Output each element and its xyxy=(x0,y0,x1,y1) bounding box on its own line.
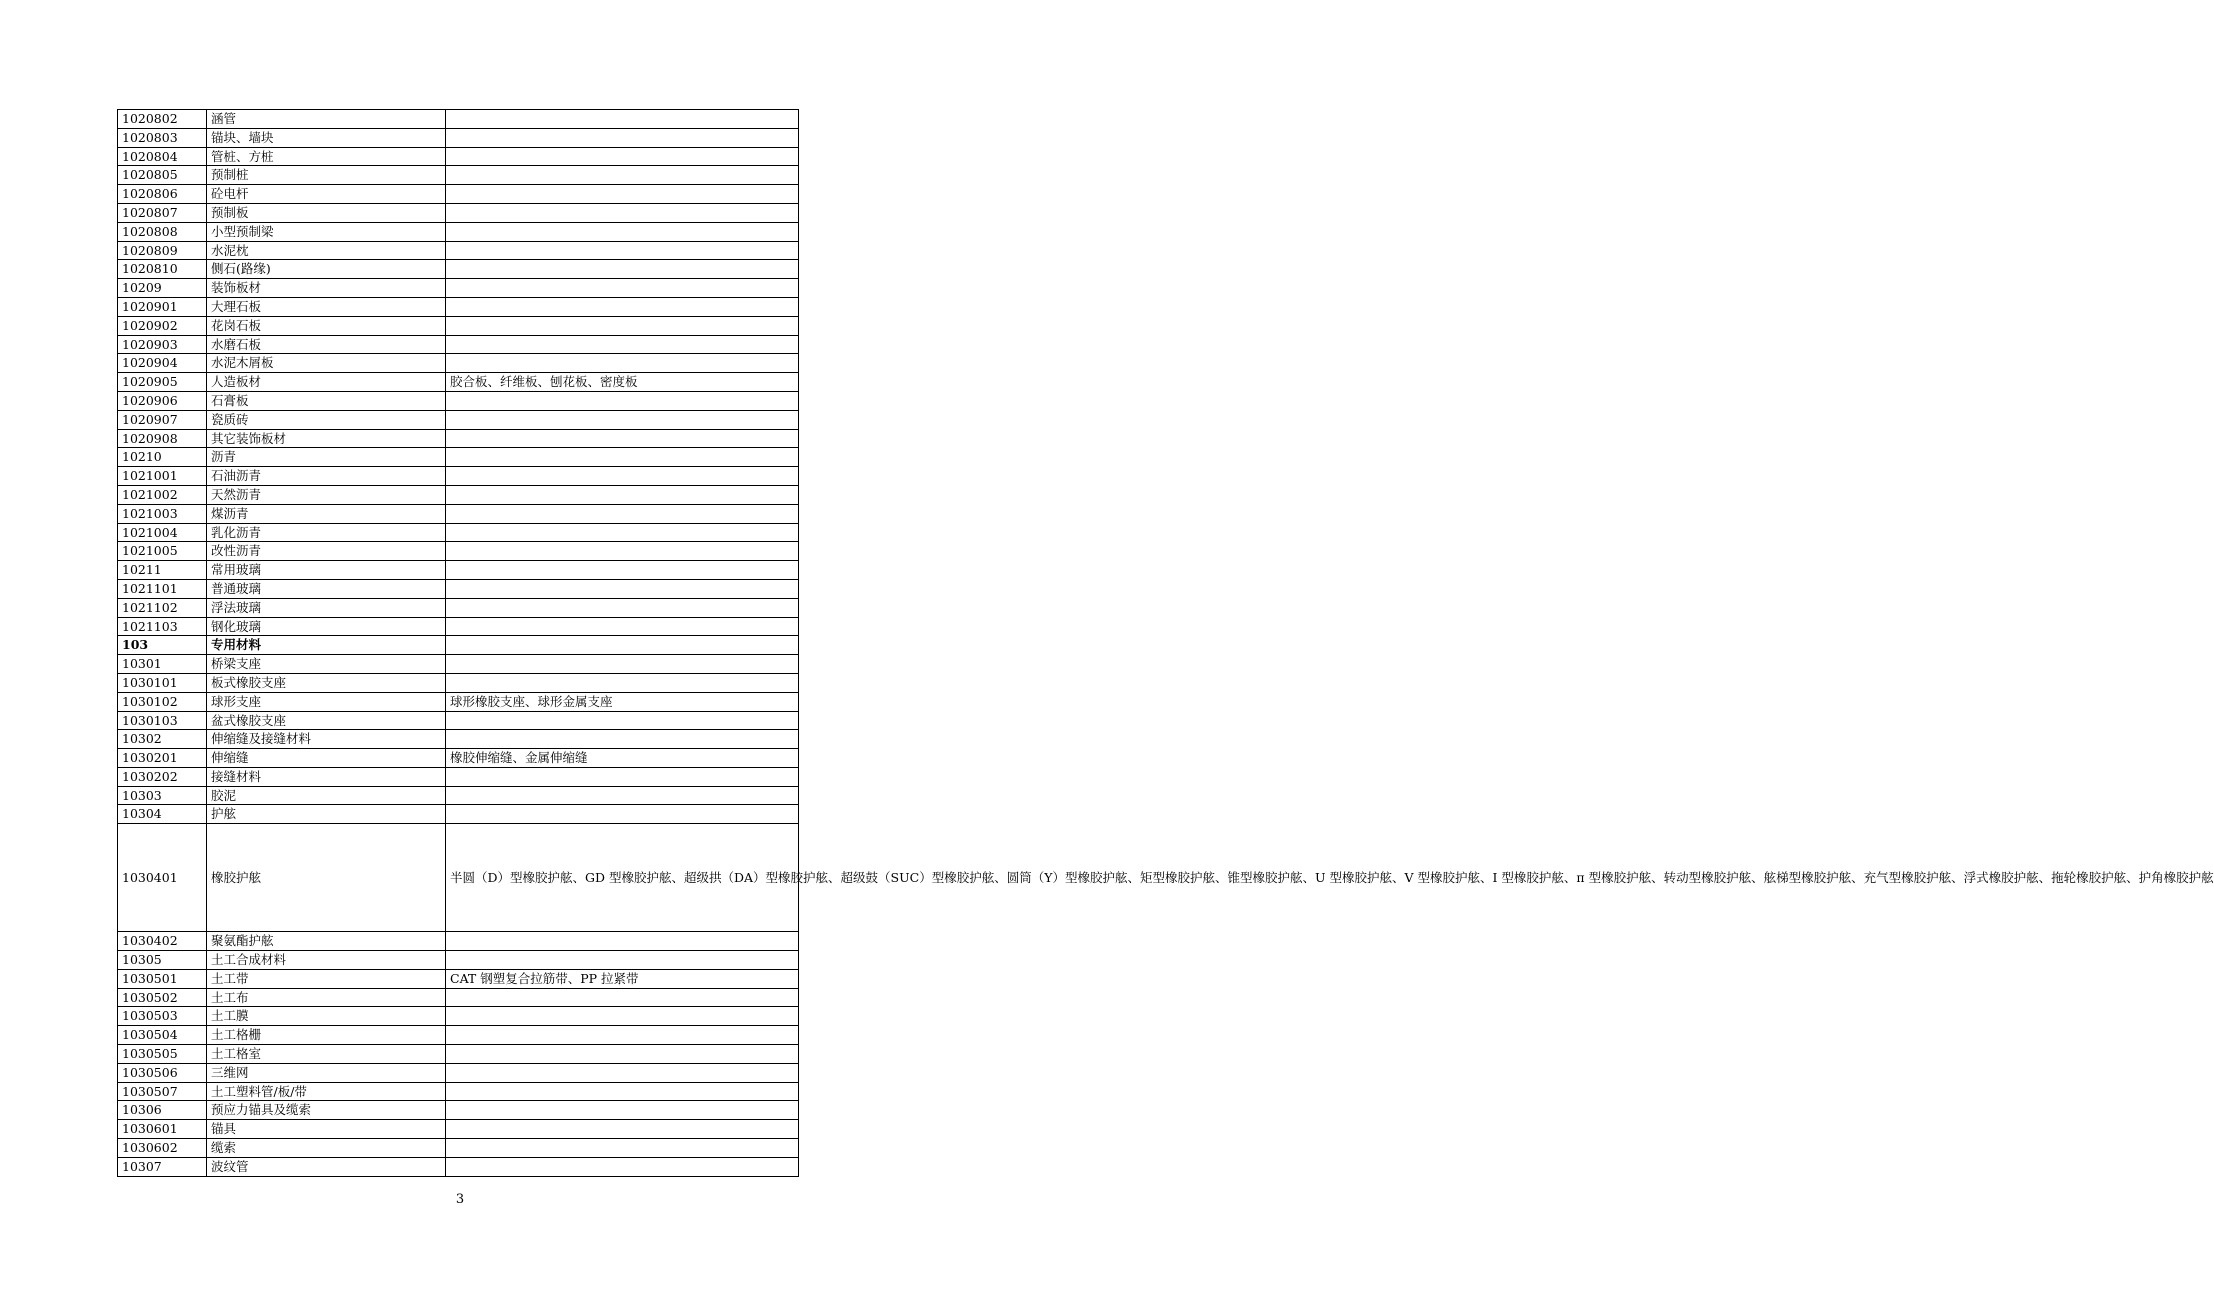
code-cell: 1020810 xyxy=(118,260,207,279)
code-cell: 10307 xyxy=(118,1157,207,1176)
note-cell xyxy=(446,222,799,241)
table-row xyxy=(118,951,799,970)
note-cell xyxy=(446,523,799,542)
table-row xyxy=(118,391,799,410)
note-cell: CAT 钢塑复合拉筋带、PP 拉紧带 xyxy=(446,969,799,988)
code-cell: 10209 xyxy=(118,279,207,298)
name-cell: 其它装饰板材 xyxy=(207,429,446,448)
note-cell xyxy=(446,951,799,970)
note-cell xyxy=(446,561,799,580)
note-cell xyxy=(446,1007,799,1026)
table-row xyxy=(118,185,799,204)
code-cell: 1020907 xyxy=(118,410,207,429)
table-row xyxy=(118,1101,799,1120)
name-cell: 桥梁支座 xyxy=(207,655,446,674)
name-cell: 普通玻璃 xyxy=(207,579,446,598)
table-row xyxy=(118,1045,799,1064)
name-cell: 常用玻璃 xyxy=(207,561,446,580)
note-cell xyxy=(446,673,799,692)
name-cell: 花岗石板 xyxy=(207,316,446,335)
code-cell: 1020906 xyxy=(118,391,207,410)
note-cell xyxy=(446,1101,799,1120)
note-cell xyxy=(446,185,799,204)
name-cell: 伸缩缝 xyxy=(207,749,446,768)
code-cell: 10305 xyxy=(118,951,207,970)
table-row xyxy=(118,598,799,617)
code-cell: 1021002 xyxy=(118,485,207,504)
note-cell xyxy=(446,1120,799,1139)
note-cell xyxy=(446,932,799,951)
name-cell: 涵管 xyxy=(207,110,446,129)
name-cell: 改性沥青 xyxy=(207,542,446,561)
name-cell: 水泥枕 xyxy=(207,241,446,260)
table-row xyxy=(118,692,799,711)
name-cell: 石油沥青 xyxy=(207,467,446,486)
table-row xyxy=(118,316,799,335)
code-cell: 1021102 xyxy=(118,598,207,617)
name-cell: 锚具 xyxy=(207,1120,446,1139)
name-cell: 小型预制梁 xyxy=(207,222,446,241)
table-row xyxy=(118,673,799,692)
code-cell: 1021005 xyxy=(118,542,207,561)
name-cell: 砼电杆 xyxy=(207,185,446,204)
name-cell: 沥青 xyxy=(207,448,446,467)
code-cell: 1030602 xyxy=(118,1139,207,1158)
note-cell xyxy=(446,260,799,279)
table-row xyxy=(118,485,799,504)
name-cell: 土工布 xyxy=(207,988,446,1007)
note-cell xyxy=(446,410,799,429)
code-cell: 1021003 xyxy=(118,504,207,523)
material-classification-table xyxy=(117,109,2214,1177)
note-cell xyxy=(446,1157,799,1176)
code-cell: 1030502 xyxy=(118,988,207,1007)
name-cell: 预制板 xyxy=(207,203,446,222)
code-cell: 10303 xyxy=(118,786,207,805)
code-cell: 1030103 xyxy=(118,711,207,730)
name-cell: 伸缩缝及接缝材料 xyxy=(207,730,446,749)
name-cell: 板式橡胶支座 xyxy=(207,673,446,692)
name-cell: 三维网 xyxy=(207,1063,446,1082)
name-cell: 大理石板 xyxy=(207,297,446,316)
note-cell xyxy=(446,203,799,222)
table-row xyxy=(118,542,799,561)
table-row xyxy=(118,1063,799,1082)
name-cell: 胶泥 xyxy=(207,786,446,805)
name-cell: 管桩、方桩 xyxy=(207,147,446,166)
table-row xyxy=(118,373,799,392)
table-row xyxy=(118,241,799,260)
table-row xyxy=(118,504,799,523)
note-cell xyxy=(446,128,799,147)
note-cell xyxy=(446,354,799,373)
note-cell xyxy=(446,467,799,486)
note-cell xyxy=(446,711,799,730)
name-cell: 瓷质砖 xyxy=(207,410,446,429)
table-row xyxy=(118,749,799,768)
note-cell: 橡胶伸缩缝、金属伸缩缝 xyxy=(446,749,799,768)
note-cell xyxy=(446,730,799,749)
note-cell xyxy=(446,767,799,786)
table-row xyxy=(118,279,799,298)
note-cell xyxy=(446,1139,799,1158)
note-cell xyxy=(446,147,799,166)
table-row xyxy=(118,523,799,542)
note-cell xyxy=(446,504,799,523)
table-row xyxy=(118,824,799,932)
code-cell: 1021103 xyxy=(118,617,207,636)
code-cell: 1030101 xyxy=(118,673,207,692)
table-row xyxy=(118,988,799,1007)
table-row xyxy=(118,147,799,166)
name-cell: 接缝材料 xyxy=(207,767,446,786)
note-cell xyxy=(446,598,799,617)
code-cell: 1020901 xyxy=(118,297,207,316)
note-cell xyxy=(446,1082,799,1101)
table-row xyxy=(118,636,799,655)
note-cell xyxy=(446,279,799,298)
code-cell: 10301 xyxy=(118,655,207,674)
note-cell xyxy=(446,391,799,410)
note-cell xyxy=(446,542,799,561)
table-row xyxy=(118,429,799,448)
note-cell xyxy=(446,786,799,805)
note-cell xyxy=(446,636,799,655)
code-cell: 1020804 xyxy=(118,147,207,166)
name-cell: 盆式橡胶支座 xyxy=(207,711,446,730)
table-row xyxy=(118,711,799,730)
code-cell: 1020904 xyxy=(118,354,207,373)
name-cell: 缆索 xyxy=(207,1139,446,1158)
code-cell: 10306 xyxy=(118,1101,207,1120)
note-cell xyxy=(446,297,799,316)
note-cell xyxy=(446,335,799,354)
code-cell: 1030201 xyxy=(118,749,207,768)
table-row xyxy=(118,467,799,486)
table-row xyxy=(118,260,799,279)
name-cell: 土工格栅 xyxy=(207,1026,446,1045)
table-row xyxy=(118,730,799,749)
name-cell: 橡胶护舷 xyxy=(207,824,446,932)
code-cell: 10304 xyxy=(118,805,207,824)
code-cell: 1030401 xyxy=(118,824,207,932)
note-cell xyxy=(446,617,799,636)
note-cell xyxy=(446,1063,799,1082)
table-row xyxy=(118,1026,799,1045)
note-cell: 胶合板、纤维板、刨花板、密度板 xyxy=(446,373,799,392)
name-cell: 装饰板材 xyxy=(207,279,446,298)
table-row xyxy=(118,767,799,786)
name-cell: 水磨石板 xyxy=(207,335,446,354)
name-cell: 土工格室 xyxy=(207,1045,446,1064)
table-row xyxy=(118,203,799,222)
name-cell: 水泥木屑板 xyxy=(207,354,446,373)
table-row xyxy=(118,1157,799,1176)
code-cell: 1020902 xyxy=(118,316,207,335)
table-row xyxy=(118,222,799,241)
code-cell: 103 xyxy=(118,636,207,655)
code-cell: 10210 xyxy=(118,448,207,467)
table-row xyxy=(118,410,799,429)
name-cell: 锚块、墙块 xyxy=(207,128,446,147)
name-cell: 专用材料 xyxy=(207,636,446,655)
note-cell xyxy=(446,655,799,674)
note-cell xyxy=(446,988,799,1007)
code-cell: 1021101 xyxy=(118,579,207,598)
table-row xyxy=(118,1120,799,1139)
table-row xyxy=(118,932,799,951)
name-cell: 浮法玻璃 xyxy=(207,598,446,617)
code-cell: 1020905 xyxy=(118,373,207,392)
code-cell: 1020805 xyxy=(118,166,207,185)
code-cell: 1030504 xyxy=(118,1026,207,1045)
table-row xyxy=(118,128,799,147)
code-cell: 1020807 xyxy=(118,203,207,222)
table-row xyxy=(118,166,799,185)
code-cell: 1020903 xyxy=(118,335,207,354)
note-cell xyxy=(446,1045,799,1064)
table-row xyxy=(118,579,799,598)
name-cell: 人造板材 xyxy=(207,373,446,392)
name-cell: 预制桩 xyxy=(207,166,446,185)
name-cell: 预应力锚具及缆索 xyxy=(207,1101,446,1120)
code-cell: 1020908 xyxy=(118,429,207,448)
table-row xyxy=(118,354,799,373)
code-cell: 1020808 xyxy=(118,222,207,241)
note-cell xyxy=(446,805,799,824)
name-cell: 天然沥青 xyxy=(207,485,446,504)
table-row xyxy=(118,786,799,805)
table-row xyxy=(118,335,799,354)
name-cell: 护舷 xyxy=(207,805,446,824)
note-cell xyxy=(446,429,799,448)
table-row xyxy=(118,655,799,674)
code-cell: 1030601 xyxy=(118,1120,207,1139)
code-cell: 1021001 xyxy=(118,467,207,486)
name-cell: 土工塑料管/板/带 xyxy=(207,1082,446,1101)
code-cell: 1030507 xyxy=(118,1082,207,1101)
code-cell: 1030202 xyxy=(118,767,207,786)
table-row xyxy=(118,561,799,580)
note-cell xyxy=(446,579,799,598)
name-cell: 聚氨酯护舷 xyxy=(207,932,446,951)
code-cell: 10211 xyxy=(118,561,207,580)
code-cell: 1030503 xyxy=(118,1007,207,1026)
name-cell: 乳化沥青 xyxy=(207,523,446,542)
name-cell: 煤沥青 xyxy=(207,504,446,523)
note-cell xyxy=(446,241,799,260)
name-cell: 土工膜 xyxy=(207,1007,446,1026)
name-cell: 球形支座 xyxy=(207,692,446,711)
table-row xyxy=(118,1139,799,1158)
name-cell: 波纹管 xyxy=(207,1157,446,1176)
code-cell: 1030506 xyxy=(118,1063,207,1082)
note-cell: 球形橡胶支座、球形金属支座 xyxy=(446,692,799,711)
name-cell: 侧石(路缘) xyxy=(207,260,446,279)
name-cell: 土工带 xyxy=(207,969,446,988)
table-row xyxy=(118,1007,799,1026)
note-cell: 半圆（D）型橡胶护舷、GD 型橡胶护舷、超级拱（DA）型橡胶护舷、超级鼓（SUC）型橡胶护舷、圆筒（Y）型橡胶护舷、矩型橡胶护舷、锥型橡胶护舷、U 型橡胶护舷、V 型橡胶护舷、I 型橡胶护舷、π 型橡胶护舷、转动型橡胶护舷、舷梯型橡胶护舷、充气型橡胶护舷、浮式橡胶护舷、拖轮橡胶护舷、护角橡胶护舷 xyxy=(446,824,799,932)
table-body xyxy=(118,110,2214,1177)
code-cell: 1020809 xyxy=(118,241,207,260)
code-cell: 1020803 xyxy=(118,128,207,147)
code-cell: 1030402 xyxy=(118,932,207,951)
name-cell: 钢化玻璃 xyxy=(207,617,446,636)
code-cell: 1020806 xyxy=(118,185,207,204)
code-cell: 1030102 xyxy=(118,692,207,711)
code-cell: 1020802 xyxy=(118,110,207,129)
table-row xyxy=(118,110,799,129)
code-cell: 10302 xyxy=(118,730,207,749)
note-cell xyxy=(446,448,799,467)
table-row xyxy=(118,1082,799,1101)
note-cell xyxy=(446,485,799,504)
name-cell: 土工合成材料 xyxy=(207,951,446,970)
note-cell xyxy=(446,316,799,335)
name-cell: 石膏板 xyxy=(207,391,446,410)
table-row xyxy=(118,969,799,988)
code-cell: 1030501 xyxy=(118,969,207,988)
table-row xyxy=(118,448,799,467)
table-row xyxy=(118,805,799,824)
code-cell: 1021004 xyxy=(118,523,207,542)
note-cell xyxy=(446,166,799,185)
code-cell: 1030505 xyxy=(118,1045,207,1064)
page-number: 3 xyxy=(455,1192,465,1207)
note-cell xyxy=(446,1026,799,1045)
table-row xyxy=(118,617,799,636)
table-row xyxy=(118,297,799,316)
note-cell xyxy=(446,110,799,129)
